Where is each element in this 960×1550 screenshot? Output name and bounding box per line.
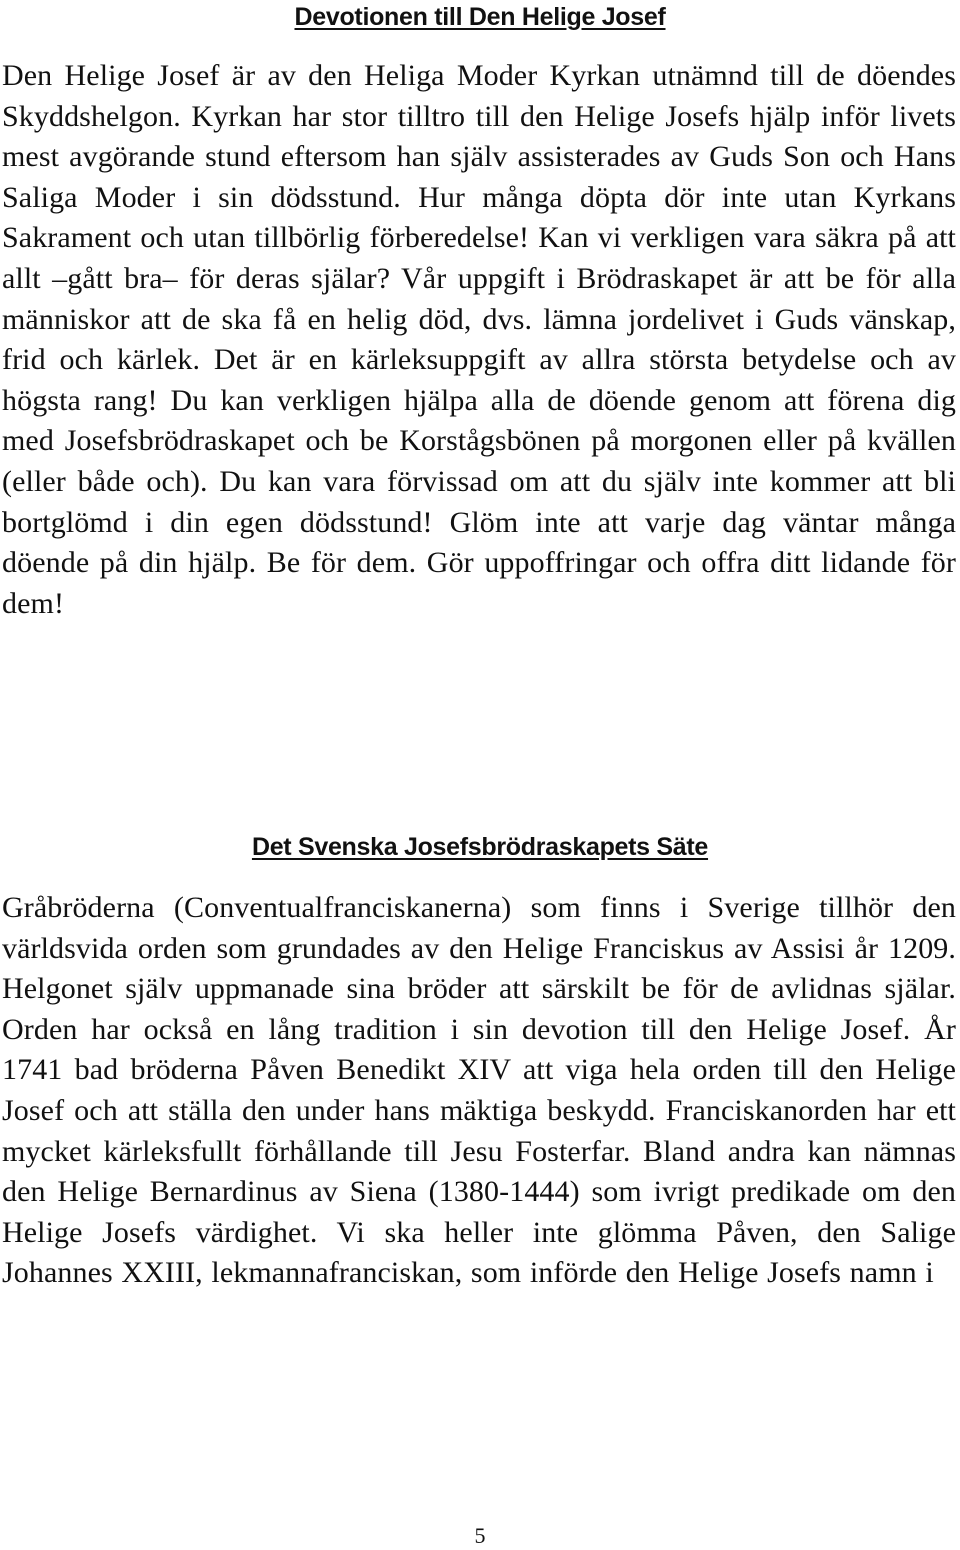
- page-number: 5: [474, 1523, 486, 1548]
- seat-paragraph: Gråbröderna (Conventualfranciskanerna) som finns i Sverige tillhör den världsvida orden som grundades av den Helige Franciskus av Assisi år 1209. Helgonet själv uppmanade sina bröder att särskilt be för de avlidnas själar. Orden har också en lång tradition i sin devotion till den Helige Josef. År 1741 bad bröderna Påven Benedikt XIV att viga hela orden till den Helige Josef och att ställa den under hans mäktiga beskydd. Franciskanorden har ett mycket kärleksfullt förhållande till Jesu Fosterfar. Bland andra kan nämnas den Helige Bernardinus av Siena (1380-1444) som ivrigt predikade om den Helige Josefs värdighet. Vi ska heller inte glömma Påven, den Salige Johannes XXIII, lekmannafranciskan, som införde den Helige Josefs namn i: [2, 891, 956, 1290]
- section-heading-seat: Det Svenska Josefsbrödraskapets Säte: [251, 833, 709, 861]
- devotion-paragraph: Den Helige Josef är av den Heliga Moder Kyrkan utnämnd till de döendes Skyddshelgon. Kyrkan har stor tilltro till den Helige Josefs hjälp inför livets mest avgörande stund eftersom han själv assisterades av Guds Son och Hans Saliga Moder i sin dödsstund. Hur många döpta dör inte utan Kyrkans Sakrament och utan tillbörlig förberedelse! Kan vi verkligen vara säkra på att allt –gått bra– för deras själar? Vår uppgift i Brödraskapet är att be för alla människor att de ska få en helig död, dvs. lämna jordelivet i Guds vänskap, frid och kärlek. Det är en kärleksuppgift av allra största betydelse och av högsta rang! Du kan verkligen hjälpa alla de döende genom att förena dig med Josefsbrödraskapet och be Korstågsbönen på morgonen eller på kvällen (eller både och). Du kan vara förvissad om att du själv inte kommer att bli bortglömd i din egen dödsstund! Glöm inte att varje dag väntar många döende på din hjälp. Be för dem. Gör uppoffringar och offra ditt lidande för dem!: [2, 59, 956, 620]
- section-heading-devotion: Devotionen till Den Helige Josef: [294, 3, 666, 31]
